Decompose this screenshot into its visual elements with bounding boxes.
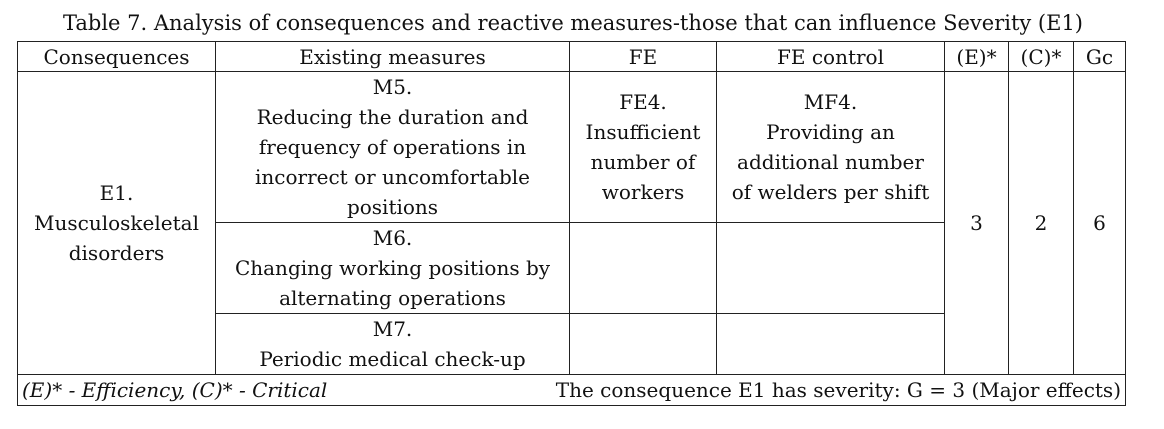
consequence-line: Musculoskeletal <box>34 211 199 235</box>
measure-cell-m5 <box>216 72 570 223</box>
header-fe: FE <box>570 42 717 72</box>
measure-cell-m7 <box>216 314 570 375</box>
fe-control-cell <box>717 72 945 223</box>
fe-control-empty-cell <box>717 223 945 314</box>
table-row <box>18 72 1126 223</box>
footer-note: (E)* - Efficiency, (C)* - Critical <box>22 378 328 402</box>
header-existing-measures: Existing measures <box>216 42 570 72</box>
consequence-line: disorders <box>68 241 165 265</box>
measure-line: incorrect or uncomfortable <box>255 165 530 189</box>
fe-control-line: of welders per shift <box>731 180 930 204</box>
header-row <box>18 42 1126 72</box>
measure-line: positions <box>346 195 439 219</box>
header-gc: Gc <box>1074 42 1126 72</box>
footer-row <box>18 375 1126 406</box>
fe-control-empty-cell <box>717 314 945 375</box>
measure-line: frequency of operations in <box>258 135 527 159</box>
fe-control-line: Providing an <box>766 120 895 144</box>
fe-cell <box>570 72 717 223</box>
header-efficiency: (E)* <box>945 42 1009 72</box>
measure-line: Periodic medical check-up <box>259 347 526 371</box>
measure-line: alternating operations <box>279 286 506 310</box>
efficiency-value: 3 <box>945 72 1009 375</box>
measure-line: M5. <box>372 75 413 99</box>
fe-control-line: additional number <box>737 150 924 174</box>
footer-cell <box>18 375 1126 406</box>
measure-line: Reducing the duration and <box>256 105 529 129</box>
fe-line: FE4. <box>619 90 667 114</box>
fe-line: workers <box>601 180 685 204</box>
consequence-cell <box>18 72 216 375</box>
fe-empty-cell <box>570 223 717 314</box>
header-consequences: Consequences <box>18 42 216 72</box>
fe-empty-cell <box>570 314 717 375</box>
measure-line: M6. <box>372 226 413 250</box>
header-fe-control: FE control <box>717 42 945 72</box>
consequences-table <box>17 41 1126 406</box>
fe-line: number of <box>590 150 696 174</box>
measure-line: M7. <box>372 317 413 341</box>
table-caption: Table 7. Analysis of consequences and reactive measures-those that can influence Severity (E1) <box>63 11 1083 35</box>
fe-line: Insufficient <box>585 120 701 144</box>
header-critical: (C)* <box>1009 42 1074 72</box>
measure-cell-m6 <box>216 223 570 314</box>
severity-statement: The consequence E1 has severity: G = 3 (Major effects) <box>555 378 1121 402</box>
fe-control-line: MF4. <box>803 90 858 114</box>
measure-line: Changing working positions by <box>234 256 551 280</box>
critical-value: 2 <box>1009 72 1074 375</box>
consequence-line: E1. <box>99 181 134 205</box>
gc-value: 6 <box>1074 72 1126 375</box>
